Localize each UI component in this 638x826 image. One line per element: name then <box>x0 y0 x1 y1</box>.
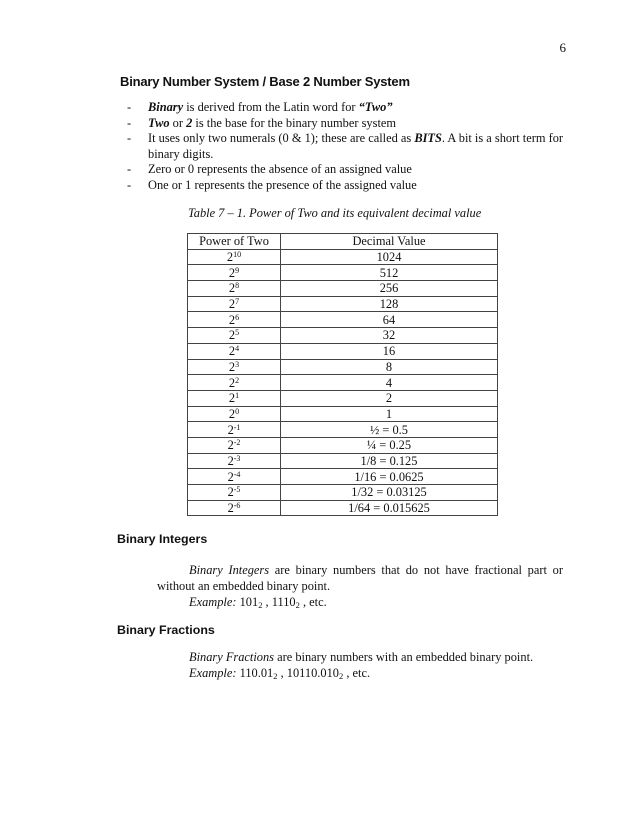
decimal-value-cell: 1024 <box>281 249 498 265</box>
power-exponent: -3 <box>233 453 241 463</box>
decimal-value-cell: 2 <box>281 390 498 406</box>
example-label: Example: <box>189 666 237 680</box>
integers-text: are binary numbers that do not have fractional part or without an embedded binary point. <box>157 563 563 593</box>
example-value: 10110.010 <box>286 666 339 680</box>
power-base: 2 <box>227 438 234 453</box>
table-row <box>188 500 498 516</box>
power-exponent: 5 <box>235 328 240 338</box>
power-base: 2 <box>226 250 234 265</box>
integers-paragraph <box>157 562 563 594</box>
power-base: 2 <box>227 501 234 516</box>
fractions-example <box>189 665 370 682</box>
table-row <box>188 343 498 359</box>
table-row <box>188 312 498 328</box>
power-exponent: 6 <box>235 312 240 322</box>
decimal-value-cell: 8 <box>281 359 498 375</box>
table-row <box>188 406 498 422</box>
power-cell <box>188 249 281 265</box>
table-row <box>188 422 498 438</box>
page-number: 6 <box>559 40 566 55</box>
decimal-value-cell: 1/16 = 0.0625 <box>281 469 498 485</box>
power-cell <box>188 500 281 516</box>
power-cell <box>188 422 281 438</box>
power-cell <box>188 328 281 344</box>
table-row <box>188 485 498 501</box>
term-binary-fractions: Binary Fractions <box>189 650 275 664</box>
table-row <box>188 328 498 344</box>
decimal-value-cell: ½ = 0.5 <box>281 422 498 438</box>
column-header-decimal: Decimal Value <box>281 234 498 250</box>
term-binary-integers: Binary Integers <box>189 563 270 577</box>
table-row <box>188 296 498 312</box>
decimal-value-cell: 128 <box>281 296 498 312</box>
decimal-value-cell: 1 <box>281 406 498 422</box>
table-row <box>188 390 498 406</box>
example-value: 1110 <box>271 595 296 609</box>
example-value: 101 <box>239 595 259 609</box>
decimal-value-cell: 256 <box>281 281 498 297</box>
power-cell <box>188 265 281 281</box>
bullet-text: is derived from the Latin word for <box>183 100 359 114</box>
section-title: Binary Number System / Base 2 Number System <box>120 74 410 89</box>
decimal-value-cell: 16 <box>281 343 498 359</box>
decimal-value-cell: 1/64 = 0.015625 <box>281 500 498 516</box>
power-base: 2 <box>228 344 236 359</box>
bullet-item <box>118 116 568 132</box>
heading-binary-integers: Binary Integers <box>117 532 208 546</box>
power-cell <box>188 390 281 406</box>
decimal-value-cell: 1/8 = 0.125 <box>281 453 498 469</box>
bullet-text: . A bit is a short term for binary digits. <box>148 131 564 161</box>
decimal-value-cell: 64 <box>281 312 498 328</box>
power-base: 2 <box>227 469 234 484</box>
power-base: 2 <box>228 391 236 406</box>
bullet-text: is the base for the binary number system <box>192 115 397 130</box>
power-exponent: 0 <box>235 406 240 416</box>
term-two: Two <box>148 115 170 130</box>
quote-two: “Two” <box>358 100 393 114</box>
term-2: 2 <box>186 115 193 130</box>
power-base: 2 <box>228 297 236 312</box>
power-exponent: 2 <box>235 375 240 385</box>
power-base: 2 <box>228 328 236 343</box>
table-row <box>188 281 498 297</box>
power-exponent: -4 <box>233 469 241 479</box>
table-row <box>188 469 498 485</box>
column-header-power: Power of Two <box>188 234 281 250</box>
bullet-dash: - <box>127 131 132 145</box>
bullet-text: One or 1 represents the presence of the assigned value <box>148 177 417 192</box>
decimal-value-cell: 512 <box>281 265 498 281</box>
example-separator: , <box>262 595 272 609</box>
bullet-dash: - <box>127 115 132 130</box>
decimal-value-cell: 32 <box>281 328 498 344</box>
bullet-list <box>118 100 568 193</box>
table-row <box>188 359 498 375</box>
power-cell <box>188 343 281 359</box>
example-tail: , etc. <box>343 666 371 680</box>
power-exponent: 3 <box>235 359 240 369</box>
fractions-paragraph <box>189 649 533 665</box>
base-subscript: 2 <box>338 671 344 681</box>
powers-of-two-table <box>187 233 498 516</box>
bullet-item <box>118 131 568 162</box>
power-exponent: -6 <box>233 501 241 511</box>
example-separator: , <box>277 666 287 680</box>
bullet-text: or <box>169 115 187 130</box>
power-base: 2 <box>228 406 236 421</box>
bullet-text: Zero or 0 represents the absence of an assigned value <box>148 162 412 176</box>
decimal-value-cell: 4 <box>281 375 498 391</box>
power-base: 2 <box>228 359 236 374</box>
power-base: 2 <box>228 265 236 280</box>
table-row <box>188 437 498 453</box>
table-row <box>188 249 498 265</box>
power-cell <box>188 453 281 469</box>
power-cell <box>188 437 281 453</box>
power-base: 2 <box>228 281 236 296</box>
table-row <box>188 265 498 281</box>
bullet-item <box>118 100 568 116</box>
base-subscript: 2 <box>258 600 263 610</box>
bullet-text: It uses only two numerals (0 & 1); these are called as <box>148 131 415 145</box>
base-subscript: 2 <box>295 600 300 610</box>
bullet-dash: - <box>127 162 132 176</box>
power-cell <box>188 281 281 297</box>
integers-example <box>189 594 327 611</box>
power-exponent: 10 <box>233 250 242 260</box>
decimal-value-cell: 1/32 = 0.03125 <box>281 485 498 501</box>
power-exponent: -2 <box>233 438 241 448</box>
bullet-dash: - <box>127 177 132 192</box>
table-header-row <box>188 234 498 250</box>
bullet-item <box>118 162 568 178</box>
power-exponent: 7 <box>235 297 240 307</box>
example-value: 110.01 <box>239 666 274 680</box>
power-exponent: 8 <box>235 281 240 291</box>
bullet-dash: - <box>127 100 132 114</box>
power-cell <box>188 406 281 422</box>
fractions-text: are binary numbers with an embedded binary point. <box>274 650 534 664</box>
power-base: 2 <box>228 375 236 390</box>
power-exponent: -1 <box>233 422 241 432</box>
power-base: 2 <box>228 312 236 327</box>
power-cell <box>188 296 281 312</box>
example-tail: , etc. <box>299 595 327 609</box>
power-exponent: 9 <box>235 265 240 275</box>
power-base: 2 <box>227 485 234 500</box>
power-cell <box>188 375 281 391</box>
table-row <box>188 375 498 391</box>
power-cell <box>188 312 281 328</box>
bullet-item <box>118 178 568 194</box>
table-row <box>188 453 498 469</box>
heading-binary-fractions: Binary Fractions <box>117 623 215 637</box>
power-exponent: 1 <box>235 391 240 401</box>
term-binary: Binary <box>148 100 184 114</box>
power-exponent: 4 <box>235 344 240 354</box>
power-base: 2 <box>227 453 234 468</box>
example-label: Example: <box>189 595 237 609</box>
power-cell <box>188 485 281 501</box>
power-cell <box>188 359 281 375</box>
base-subscript: 2 <box>273 671 278 681</box>
table-caption: Table 7 – 1. Power of Two and its equivalent decimal value <box>188 206 482 220</box>
power-cell <box>188 469 281 485</box>
term-bits: BITS <box>414 131 442 145</box>
power-exponent: -5 <box>233 485 241 495</box>
power-base: 2 <box>227 422 234 437</box>
decimal-value-cell: ¼ = 0.25 <box>281 437 498 453</box>
